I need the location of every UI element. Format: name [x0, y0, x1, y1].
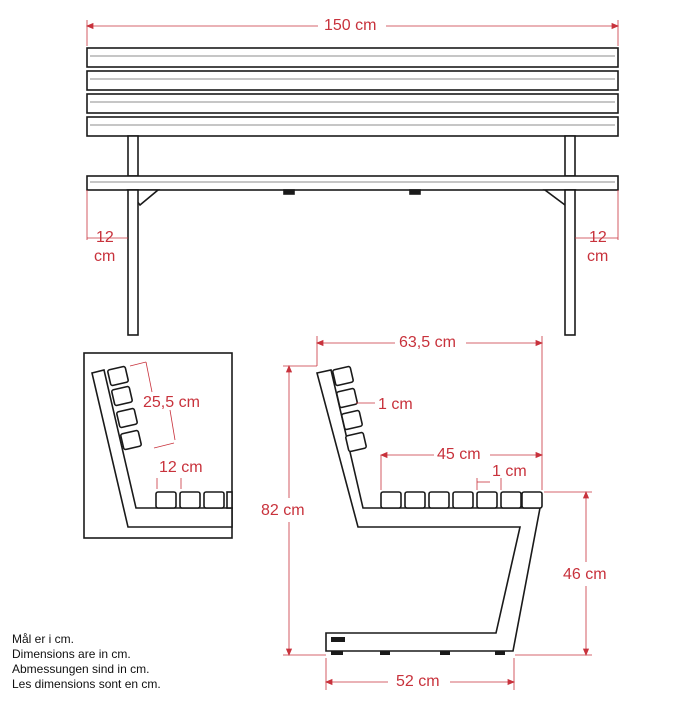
side-foot-3 — [440, 651, 450, 655]
front-right-post-upper — [565, 136, 575, 176]
side-seat-slat-2 — [405, 492, 425, 508]
side-base-depth-label: 52 cm — [396, 673, 440, 690]
front-under-block-1 — [284, 190, 294, 194]
side-depth-label: 63,5 cm — [399, 334, 456, 351]
front-back-slat-4 — [87, 117, 618, 136]
front-left-leg-unit: cm — [94, 248, 116, 265]
side-seat-slat-5 — [477, 492, 497, 508]
detail-back-offset-label: 12 cm — [159, 459, 203, 476]
detail-seat-slat-3 — [204, 492, 224, 508]
front-view — [87, 48, 618, 335]
front-width-label: 150 cm — [324, 17, 377, 34]
side-seat-slat-4 — [453, 492, 473, 508]
front-left-leg-value: 12 — [96, 229, 114, 246]
detail-seat-slat-1 — [156, 492, 176, 508]
detail-back-slat-4 — [120, 430, 141, 450]
note-norwegian: Mål er i cm. — [12, 632, 75, 646]
detail-back-slat-1 — [107, 366, 128, 386]
detail-view — [84, 353, 232, 538]
front-right-leg — [565, 190, 575, 335]
detail-seat-slat-4 — [227, 492, 232, 508]
side-view — [317, 366, 542, 655]
front-back-slat-1 — [87, 48, 618, 67]
detail-back-height-label: 25,5 cm — [143, 394, 200, 411]
side-seat-slat-7 — [522, 492, 542, 508]
front-back-slat-2 — [87, 71, 618, 90]
note-french: Les dimensions sont en cm. — [12, 677, 161, 691]
side-seat-slat-3 — [429, 492, 449, 508]
note-german: Abmessungen sind in cm. — [12, 662, 150, 676]
front-seat-slat — [87, 176, 618, 190]
side-foot-1 — [331, 651, 343, 655]
side-seat-height-label: 46 cm — [563, 566, 607, 583]
side-back-slat-4 — [345, 432, 366, 452]
side-total-height-label: 82 cm — [261, 502, 305, 519]
front-left-post-upper — [128, 136, 138, 176]
side-back-slat-2 — [336, 388, 357, 408]
side-back-slat-3 — [341, 410, 362, 430]
front-right-leg-value: 12 — [589, 229, 607, 246]
side-seat-slat-gap-label: 1 cm — [492, 463, 527, 480]
side-foot-plate — [331, 637, 345, 642]
side-seat-slat-6 — [501, 492, 521, 508]
front-left-leg — [128, 190, 138, 335]
detail-back-slat-3 — [116, 408, 137, 428]
front-back-slat-3 — [87, 94, 618, 113]
side-foot-2 — [380, 651, 390, 655]
front-under-block-2 — [410, 190, 420, 194]
side-foot-4 — [495, 651, 505, 655]
note-english: Dimensions are in cm. — [12, 647, 131, 661]
side-back-slat-gap-label: 1 cm — [378, 396, 413, 413]
side-seat-depth-label: 45 cm — [437, 446, 481, 463]
detail-seat-slat-2 — [180, 492, 200, 508]
detail-back-slat-2 — [111, 386, 132, 406]
front-right-leg-unit: cm — [587, 248, 609, 265]
side-back-slat-1 — [332, 366, 353, 386]
side-seat-slat-1 — [381, 492, 401, 508]
